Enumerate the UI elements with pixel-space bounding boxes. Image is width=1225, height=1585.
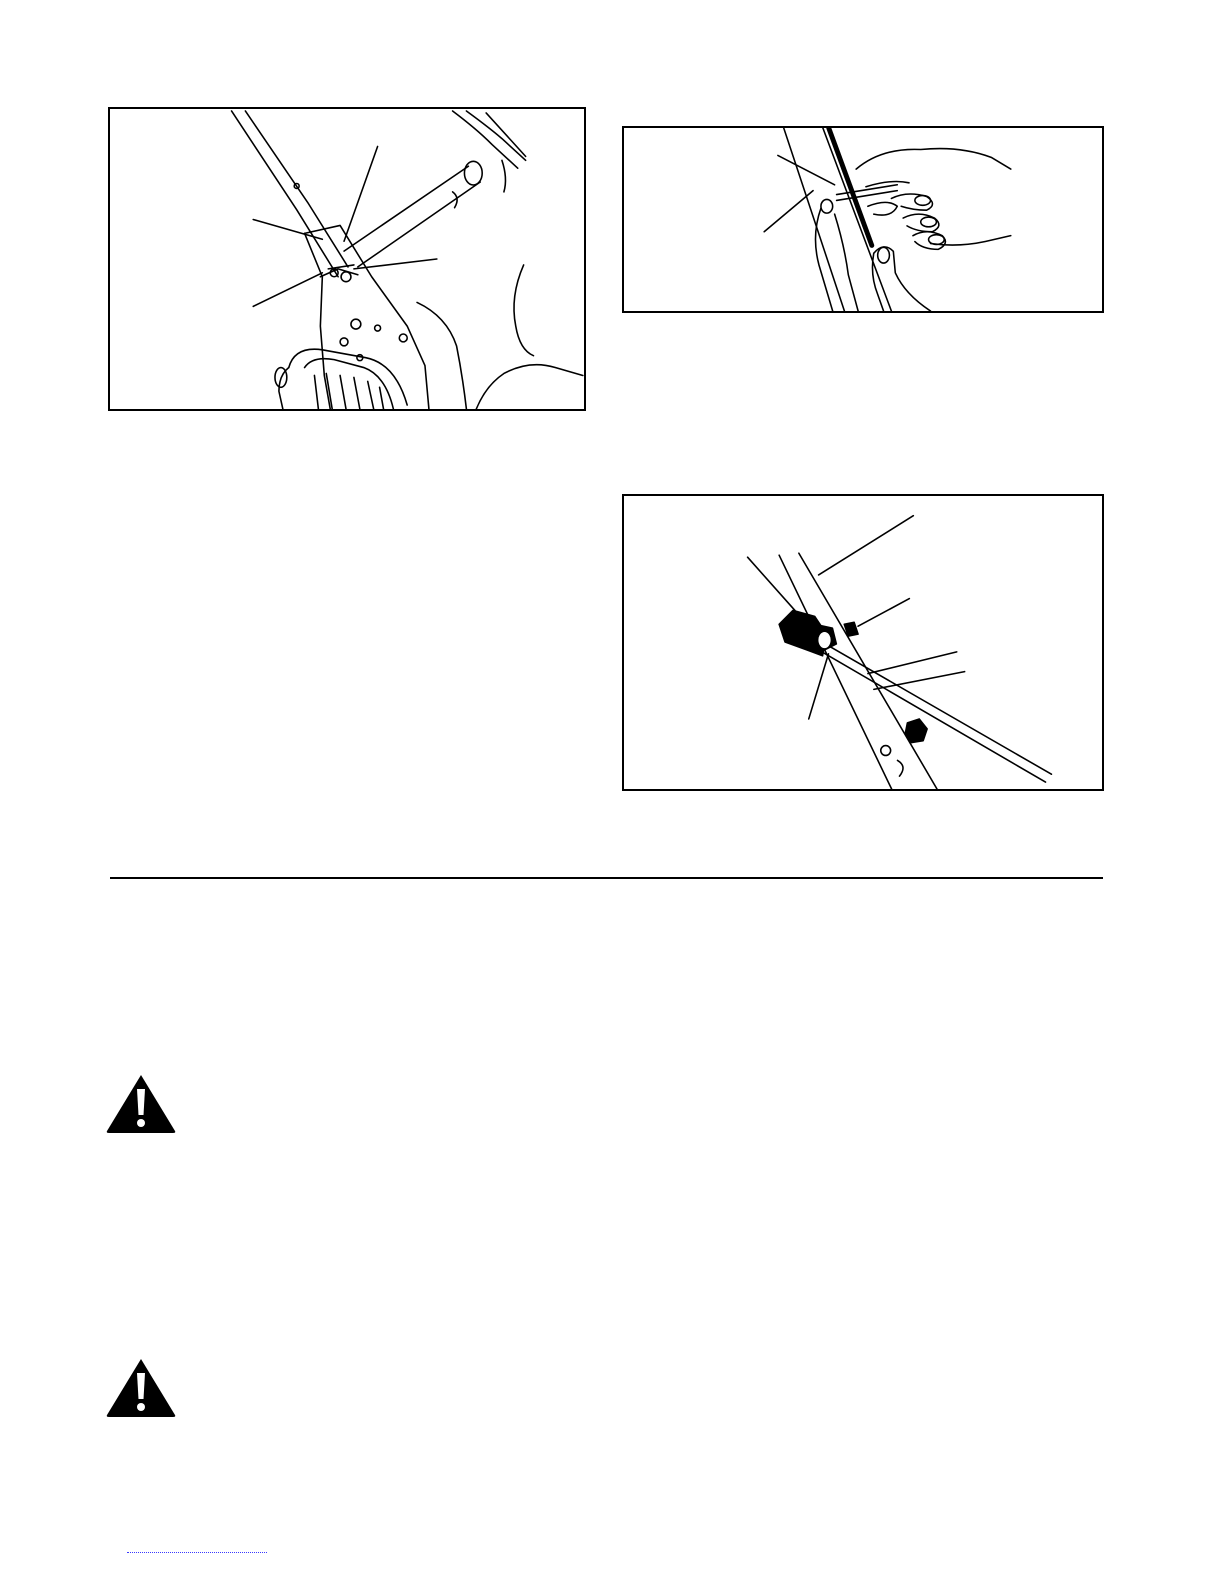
warning-triangle-icon: [105, 1073, 177, 1135]
knob-rod-illustration: [624, 496, 1102, 789]
warning-triangle-icon: [105, 1357, 177, 1419]
footer-link-underline: [127, 1552, 267, 1553]
section-divider: [110, 877, 1103, 879]
handle-bracket-illustration: [110, 109, 584, 409]
figure-handle-bracket: [108, 107, 586, 411]
figure-knob-rod: [622, 494, 1104, 791]
figure-hands-cable: [622, 126, 1104, 313]
hands-cable-illustration: [624, 128, 1102, 311]
